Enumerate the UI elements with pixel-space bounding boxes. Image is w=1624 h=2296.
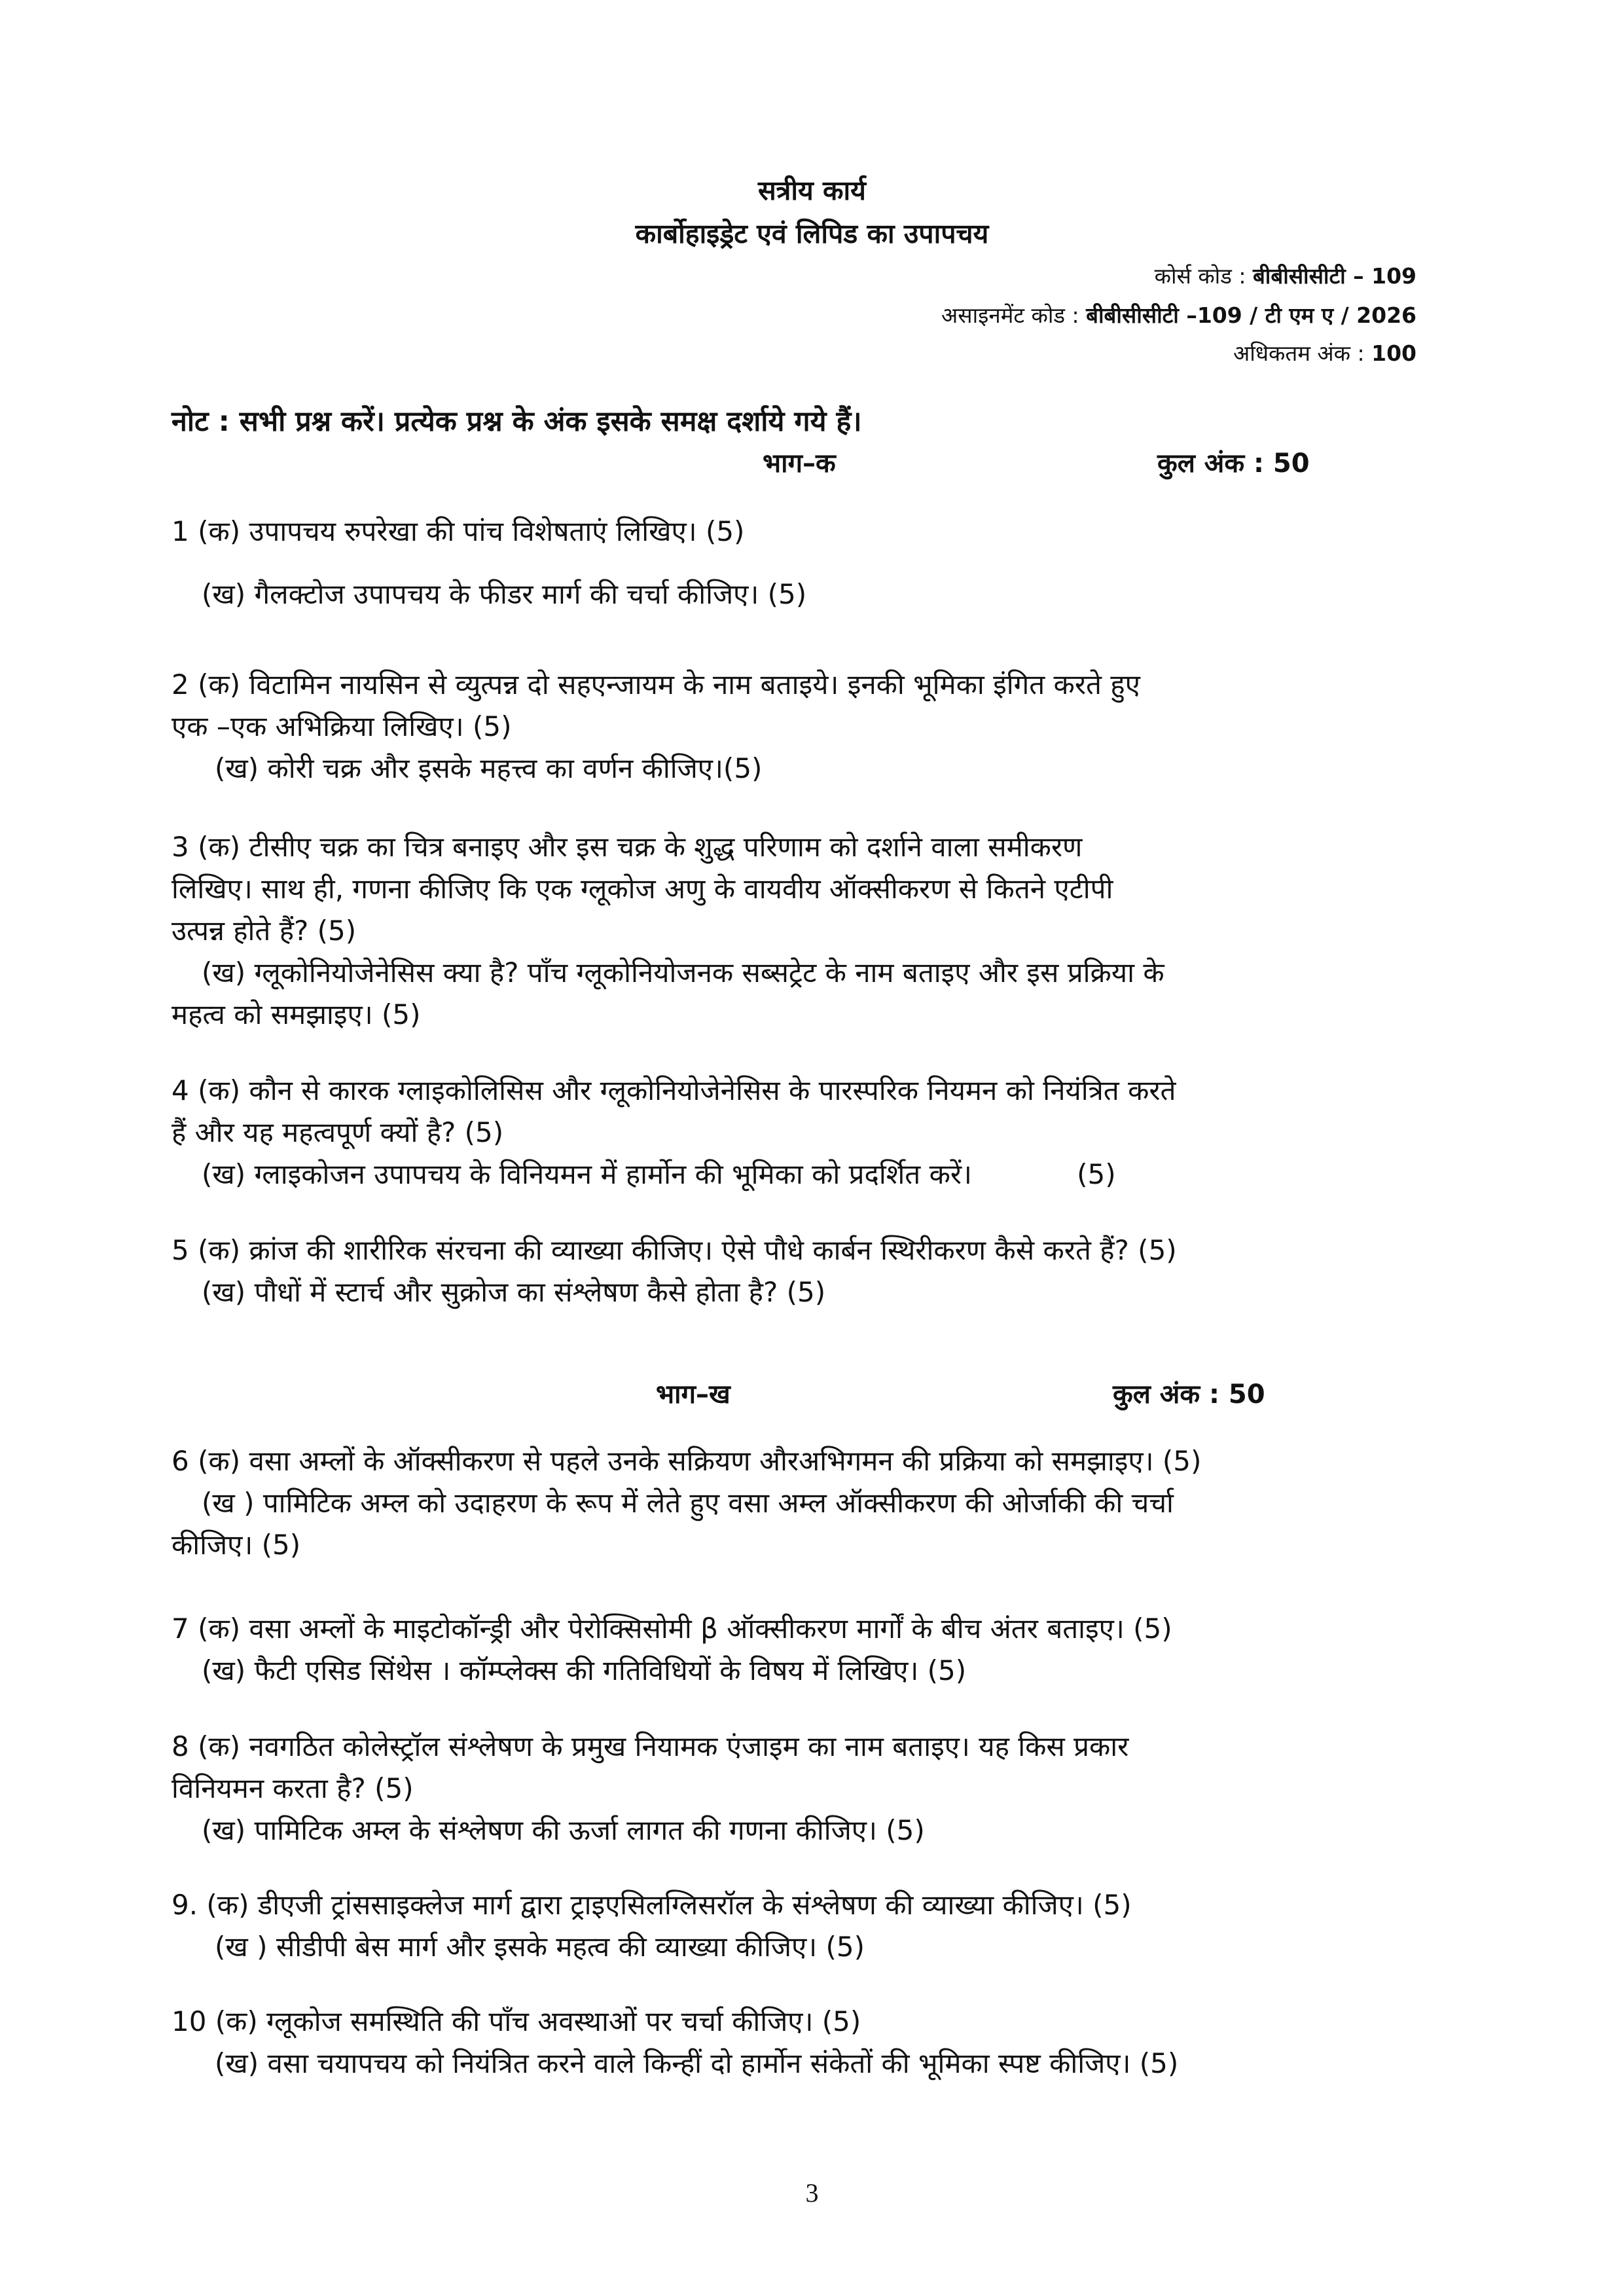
question-2-part-a-line-2: एक –एक अभिक्रिया लिखिए। (5) [171, 710, 512, 742]
max-marks-value: 100 [1371, 340, 1416, 366]
max-marks-label: अधिकतम अंक : [1233, 340, 1365, 366]
question-4-part-b: (ख) ग्लाइकोजन उपापचय के विनियमन में हार्मोन की भूमिका को प्रदर्शित करें। (5) [202, 1158, 1116, 1190]
question-7 [171, 1608, 1415, 1692]
course-code-value: बीबीसीसीटी – 109 [1252, 263, 1416, 289]
question-6-part-a: 6 (क) वसा अम्लों के ऑक्सीकरण से पहले उनके सक्रियण औरअभिगमन की प्रक्रिया को समझाइए। (5) [171, 1445, 1202, 1477]
question-6 [171, 1440, 1415, 1566]
question-10-part-a: 10 (क) ग्लूकोज समस्थिति की पाँच अवस्थाओं पर चर्चा कीजिए। (5) [171, 2005, 861, 2037]
question-6-part-b-line-1: (ख ) पामिटिक अम्ल को उदाहरण के रूप में लेते हुए वसा अम्ल ऑक्सीकरण की ओर्जाकी की चर्चा [202, 1487, 1174, 1519]
course-code-label: कोर्स कोड : [1154, 263, 1246, 289]
question-4-part-a-line-2: हैं और यह महत्वपूर्ण क्यों है? (5) [171, 1116, 504, 1148]
document-title: सत्रीय कार्य [758, 175, 866, 206]
course-code [1155, 261, 1416, 290]
question-1-part-a: 1 (क) उपापचय रुपरेखा की पांच विशेषताएं लिखिए। (5) [171, 515, 745, 547]
question-9-part-a: 9. (क) डीएजी ट्रांससाइक्लेज मार्ग द्वारा ट्राइएसिलग्लिसरॉल के संश्लेषण की व्याख्या कीजिए। (5) [171, 1889, 1132, 1921]
question-3-part-b-line-1: (ख) ग्लूकोनियोजेनेसिस क्या है? पाँच ग्लूकोनियोजनक सब्सट्रेट के नाम बताइए और इस प्रक्रिया के [202, 957, 1164, 989]
question-8-part-b: (ख) पामिटिक अम्ल के संश्लेषण की ऊर्जा लागत की गणना कीजिए। (5) [202, 1814, 925, 1846]
question-3-part-a-line-3: उत्पन्न होते हैं? (5) [171, 915, 357, 947]
section-b-total: कुल अंक : 50 [1113, 1379, 1265, 1410]
question-8-part-a-line-1: 8 (क) नवगठित कोलेस्ट्रॉल संश्लेषण के प्रमुख नियामक एंजाइम का नाम बताइए। यह किस प्रकार [171, 1730, 1129, 1762]
question-3-part-a-line-2: लिखिए। साथ ही, गणना कीजिए कि एक ग्लूकोज अणु के वायवीय ऑक्सीकरण से कितने एटीपी [171, 873, 1113, 905]
question-10-part-b: (ख) वसा चयापचय को नियंत्रित करने वाले किन्हीं दो हार्मोन संकेतों की भूमिका स्पष्ट कीजिए। (5) [215, 2047, 1179, 2079]
question-7-part-a: 7 (क) वसा अम्लों के माइटोकॉन्ड्री और पेरोक्सिसोमी β ऑक्सीकरण मार्गों के बीच अंतर बताइए। (5) [171, 1613, 1172, 1645]
question-5-part-a: 5 (क) क्रांज की शारीरिक संरचना की व्याख्या कीजिए। ऐसे पौधे कार्बन स्थिरीकरण कैसे करते हैं? (5) [171, 1234, 1177, 1266]
assignment-code-value: बीबीसीसीटी –109 / टी एम ए / 2026 [1086, 302, 1416, 328]
question-9-part-b: (ख ) सीडीपी बेस मार्ग और इसके महत्व की व्याख्या कीजिए। (5) [215, 1931, 865, 1963]
question-5-part-b: (ख) पौधों में स्टार्च और सुक्रोज का संश्लेषण कैसे होता है? (5) [202, 1276, 826, 1308]
assignment-code [941, 300, 1416, 329]
document-subtitle: कार्बोहाइड्रेट एवं लिपिड का उपापचय [635, 218, 989, 249]
instructions-note: नोट : सभी प्रश्न करें। प्रत्येक प्रश्न के अंक इसके समक्ष दर्शाये गये हैं। [171, 405, 862, 438]
section-a-total: कुल अंक : 50 [1157, 448, 1310, 479]
question-8 [171, 1726, 1415, 1851]
page-number: 3 [805, 2178, 819, 2208]
question-2-part-a-line-1: 2 (क) विटामिन नायसिन से व्युत्पन्न दो सहएन्जायम के नाम बताइये। इनकी भूमिका इंगित करते हुए [171, 668, 1140, 701]
question-3 [171, 826, 1415, 1036]
question-1-part-b: (ख) गैलक्टोज उपापचय के फीडर मार्ग की चर्चा कीजिए। (5) [202, 578, 807, 610]
question-2-part-b: (ख) कोरी चक्र और इसके महत्त्व का वर्णन कीजिए।(5) [215, 752, 763, 784]
question-5 [171, 1230, 1415, 1313]
question-3-part-b-line-2: महत्व को समझाइए। (5) [171, 998, 421, 1030]
max-marks [1233, 338, 1416, 367]
question-9 [171, 1884, 1415, 1968]
question-6-part-b-line-2: कीजिए। (5) [171, 1529, 301, 1561]
question-4 [171, 1070, 1415, 1195]
section-b-title: भाग–ख [656, 1379, 731, 1410]
question-10 [171, 2001, 1415, 2085]
question-2 [171, 664, 1415, 790]
question-1 [171, 511, 1415, 615]
question-4-part-a-line-1: 4 (क) कौन से कारक ग्लाइकोलिसिस और ग्लूकोनियोजेनेसिस के पारस्परिक नियमन को नियंत्रित करते [171, 1074, 1176, 1106]
question-8-part-a-line-2: विनियमन करता है? (5) [171, 1772, 414, 1804]
assignment-code-label: असाइनमेंट कोड : [941, 302, 1079, 328]
section-a-title: भाग–क [763, 448, 836, 479]
question-3-part-a-line-1: 3 (क) टीसीए चक्र का चित्र बनाइए और इस चक्र के शुद्ध परिणाम को दर्शाने वाला समीकरण [171, 831, 1083, 863]
question-7-part-b: (ख) फैटी एसिड सिंथेस । कॉम्प्लेक्स की गतिविधियों के विषय में लिखिए। (5) [202, 1654, 967, 1686]
